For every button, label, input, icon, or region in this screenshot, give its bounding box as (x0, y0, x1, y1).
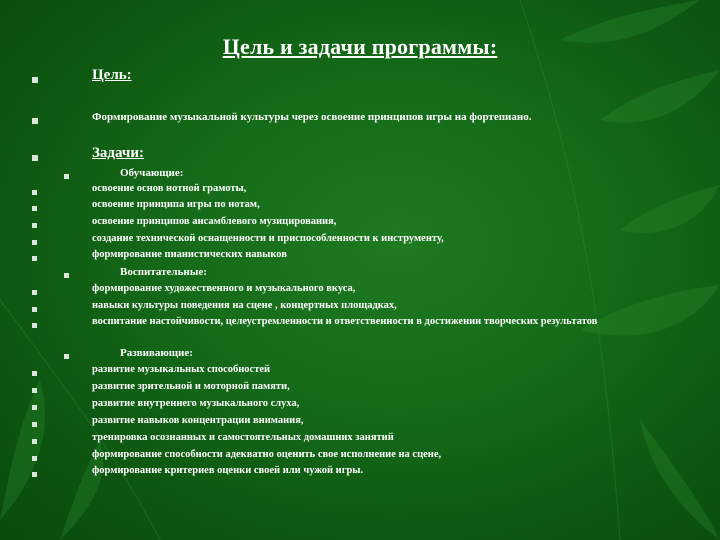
list-item: освоение принципа игры по нотам, (92, 199, 260, 210)
group-heading-upbringing: Воспитательные: (120, 266, 207, 278)
goal-text: Формирование музыкальной культуры через освоение принципов игры на фортепиано. (92, 111, 532, 123)
bullet-icon (64, 273, 69, 278)
list-item: формирование критериев оценки своей или чужой игры. (92, 465, 364, 476)
list-item: развитие навыков концентрации внимания, (92, 415, 304, 426)
bullet-icon (32, 439, 37, 444)
list-item: формирование способности адекватно оценить свое исполнение на сцене, (92, 449, 442, 460)
list-item: формирование пианистических навыков (92, 249, 287, 260)
bullet-icon (32, 256, 37, 261)
bullet-icon (32, 388, 37, 393)
list-item: навыки культуры поведения на сцене , концертных площадках, (92, 300, 397, 311)
list-item: создание технической оснащенности и приспособленности к инструменту, (92, 233, 444, 244)
tasks-heading: Задачи: (92, 145, 145, 161)
bullet-icon (32, 307, 37, 312)
bullet-icon (32, 118, 38, 124)
list-item: освоение основ нотной грамоты, (92, 183, 247, 194)
bullet-icon (32, 206, 37, 211)
list-item: развитие внутреннего музыкального слуха, (92, 398, 300, 409)
group-heading-teaching: Обучающие: (120, 167, 184, 179)
bullet-icon (32, 155, 38, 161)
bullet-icon (32, 190, 37, 195)
bullet-icon (32, 456, 37, 461)
list-item: воспитание настойчивости, целеустремленности и ответственности в достижении творческих результатов (92, 316, 598, 327)
list-item: развитие зрительной и моторной памяти, (92, 381, 290, 392)
bullet-icon (32, 405, 37, 410)
bullet-icon (32, 422, 37, 427)
bullet-icon (64, 354, 69, 359)
bullet-icon (32, 77, 38, 83)
goal-heading: Цель: (92, 67, 132, 83)
bullet-icon (32, 323, 37, 328)
group-heading-developing: Развивающие: (120, 347, 193, 359)
slide-title: Цель и задачи программы: (222, 34, 498, 59)
bullet-icon (32, 240, 37, 245)
list-item: тренировка осознанных и самостоятельных домашних занятий (92, 432, 394, 443)
bullet-icon (32, 472, 37, 477)
bullet-icon (64, 174, 69, 179)
list-item: развитие музыкальных способностей (92, 364, 271, 375)
bullet-icon (32, 371, 37, 376)
bullet-icon (32, 290, 37, 295)
list-item: формирование художественного и музыкального вкуса, (92, 283, 356, 294)
bullet-icon (32, 223, 37, 228)
list-item: освоение принципов ансамблевого музицирования, (92, 216, 337, 227)
